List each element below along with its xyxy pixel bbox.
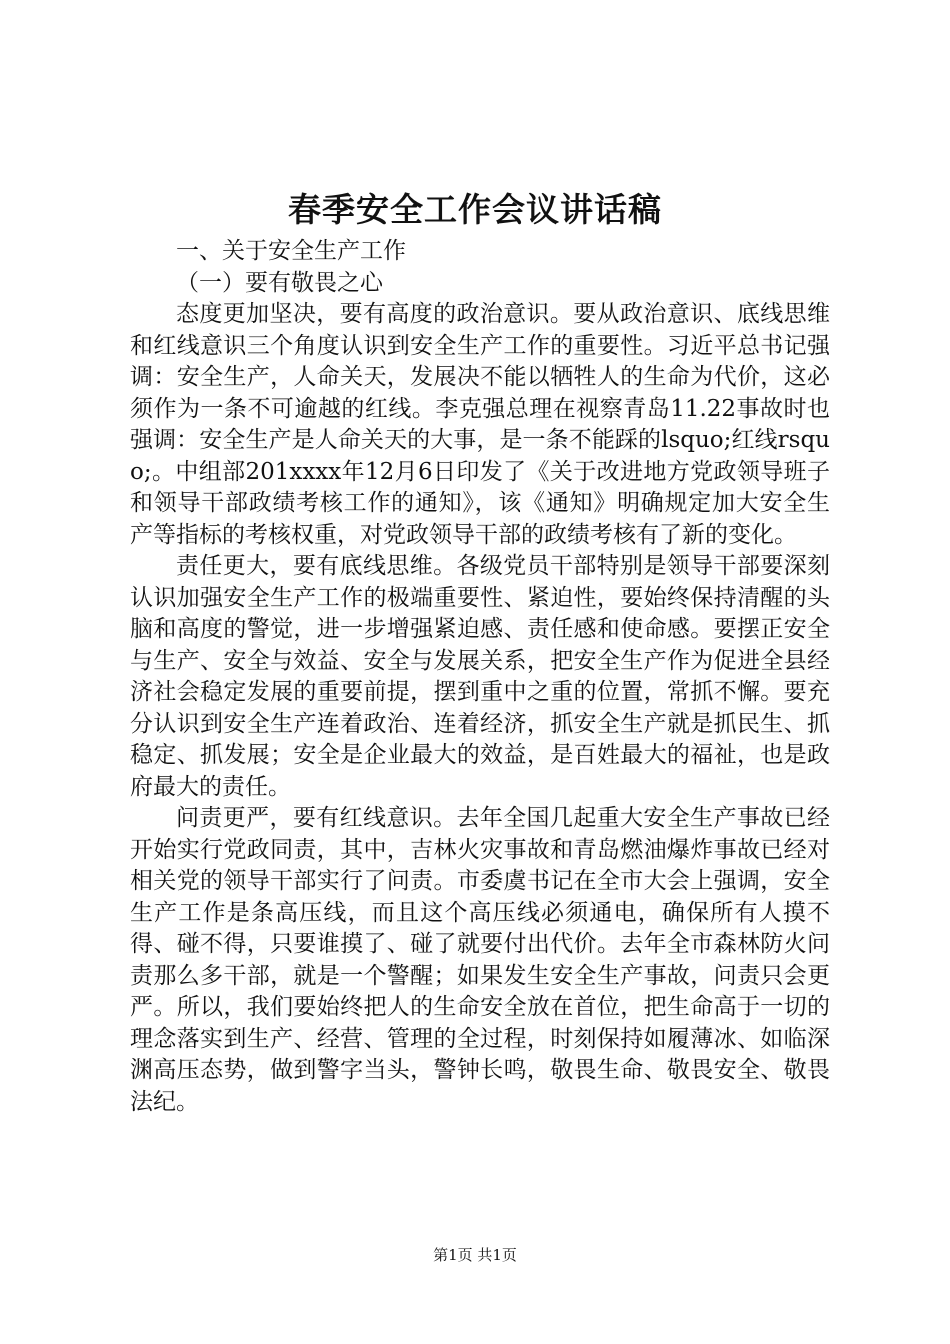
page-footer: 第1页 共1页	[433, 1246, 517, 1264]
paragraph-responsibility: 责任更大，要有底线思维。各级党员干部特别是领导干部要深刻认识加强安全生产工作的极端重要性、紧迫性，要始终保持清醒的头脑和高度的警觉，进一步增强紧迫感、责任感和使命感。要摆正安全与生产、安全与效益、安全与发展关系，把安全生产作为促进全县经济社会稳定发展的重要前提，摆到重中之重的位置，常抓不懈。要充分认识到安全生产连着政治、连着经济，抓安全生产就是抓民生、抓稳定、抓发展；安全是企业最大的效益，是百姓最大的福祉，也是政府最大的责任。	[130, 553, 830, 800]
paragraph-attitude: 态度更加坚决，要有高度的政治意识。要从政治意识、底线思维和红线意识三个角度认识到安全生产工作的重要性。习近平总书记强调：安全生产，人命关天，发展决不能以牺牲人的生命为代价，这必须作为一条不可逾越的红线。李克强总理在视察青岛11.22事故时也强调：安全生产是人命关天的大事，是一条不能踩的lsquo;红线rsquo;。中组部201xxxx年12月6日印发了《关于改进地方党政领导班子和领导干部政绩考核工作的通知》，该《通知》明确规定加大安全生产等指标的考核权重，对党政领导干部的政绩考核有了新的变化。	[130, 301, 830, 548]
paragraph-accountability: 问责更严，要有红线意识。去年全国几起重大安全生产事故已经开始实行党政同责，其中，吉林火灾事故和青岛燃油爆炸事故已经对相关党的领导干部实行了问责。市委虞书记在全市大会上强调，安全生产工作是条高压线，而且这个高压线必须通电，确保所有人摸不得、碰不得，只要谁摸了、碰了就要付出代价。去年全市森林防火问责那么多干部，就是一个警醒；如果发生安全生产事故，问责只会更严。所以，我们要始终把人的生命安全放在首位，把生命高于一切的理念落实到生产、经营、管理的全过程，时刻保持如履薄冰、如临深渊高压态势，做到警字当头，警钟长鸣，敬畏生命、敬畏安全、敬畏法纪。	[130, 805, 830, 1115]
document-title: 春季安全工作会议讲话稿	[288, 190, 662, 229]
subsection-heading: （一）要有敬畏之心	[176, 269, 383, 296]
section-heading: 一、关于安全生产工作	[176, 238, 406, 264]
document-body	[130, 236, 830, 1118]
